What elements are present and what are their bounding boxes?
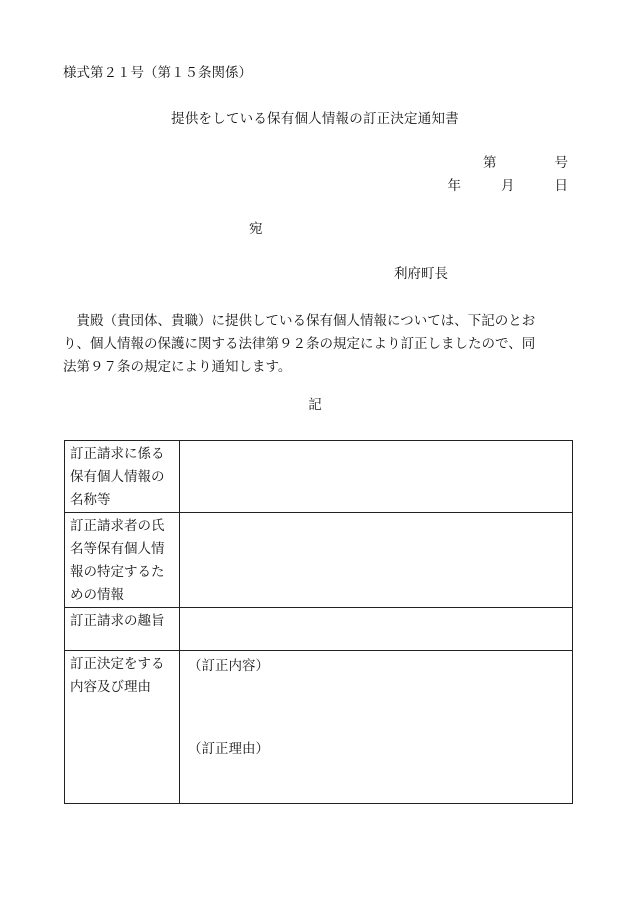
document-number-suffix: 号: [554, 155, 568, 171]
row-label-line: 訂正決定をする: [70, 656, 165, 672]
table-row: [65, 651, 573, 804]
row-label: [65, 651, 180, 804]
row-label-line: 訂正請求に係る: [70, 446, 165, 462]
notice-body-line: 法第９７条の規定により通知します。: [63, 359, 292, 375]
correction-reason-label: （訂正理由）: [188, 741, 269, 757]
notice-body: [63, 310, 573, 379]
correction-content-label: （訂正内容）: [188, 658, 269, 674]
row-label: [65, 441, 180, 513]
ki-heading: 記: [308, 397, 322, 413]
date-year: 年: [447, 178, 461, 194]
row-label-line: 名等保有個人情: [70, 541, 165, 557]
detail-table: [64, 440, 573, 804]
row-value-field[interactable]: [180, 441, 573, 513]
row-label: [65, 608, 180, 651]
date-month: 月: [501, 178, 515, 194]
row-value-field[interactable]: [180, 513, 573, 608]
row-label: [65, 513, 180, 608]
document-number-prefix: 第: [483, 155, 497, 171]
row-label-line: 保有個人情報の: [70, 469, 165, 485]
row-label-line: 内容及び理由: [70, 679, 151, 695]
document-title: 提供をしている保有個人情報の訂正決定通知書: [171, 111, 459, 127]
table-row: [65, 441, 573, 513]
row-label-line: 名称等: [70, 492, 111, 508]
notice-body-line: 貴殿（貴団体、貴職）に提供している保有個人情報については、下記のとお: [63, 313, 536, 329]
document-date: [448, 178, 569, 194]
row-value-field[interactable]: [180, 608, 573, 651]
row-label-line: めの情報: [70, 587, 124, 603]
row-label-line: 訂正請求者の氏: [70, 518, 165, 534]
date-day: 日: [554, 178, 568, 194]
row-label-line: 訂正請求の趣旨: [70, 613, 165, 629]
form-number: 様式第２１号（第１５条関係）: [63, 65, 252, 81]
notice-body-line: り、個人情報の保護に関する法律第９２条の規定により訂正しましたので、同: [63, 336, 536, 352]
row-label-line: 報の特定するた: [70, 564, 165, 580]
document-number: [483, 155, 568, 171]
table-row: [65, 608, 573, 651]
table-row: [65, 513, 573, 608]
addressee: 宛: [249, 221, 263, 237]
correction-content-field[interactable]: [180, 651, 573, 804]
issuer-name: 利府町長: [394, 266, 448, 282]
